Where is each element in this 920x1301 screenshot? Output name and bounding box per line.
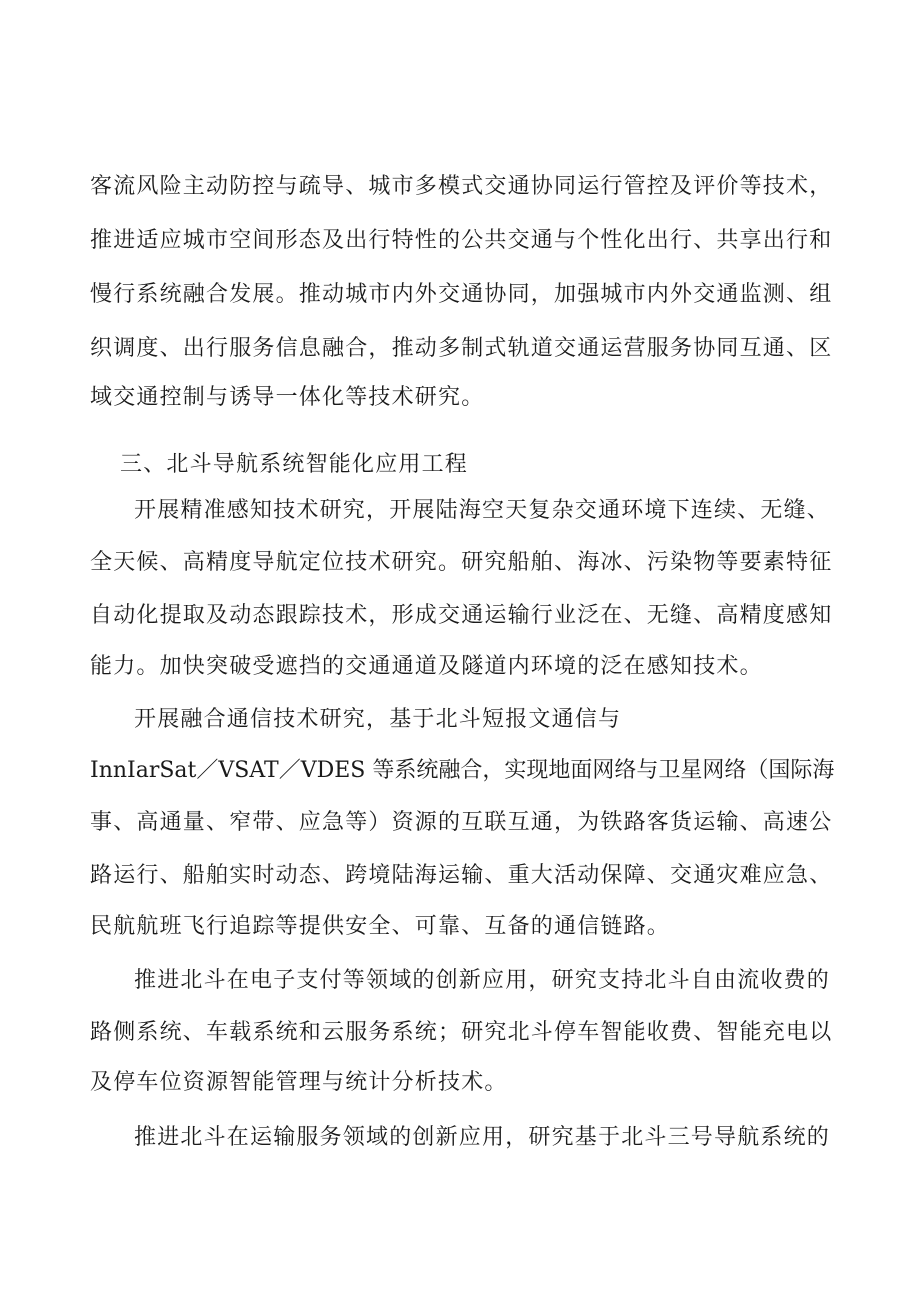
paragraph-line: 事、高通量、窄带、应急等）资源的互联互通，为铁路客货运输、高速公 — [90, 810, 833, 835]
paragraph-line: 织调度、出行服务信息融合，推动多制式轨道交通运营服务协同互通、区 — [90, 336, 833, 361]
paragraph-line: 路侧系统、车载系统和云服务系统；研究北斗停车智能收费、智能充电以 — [90, 1020, 833, 1045]
paragraph-line: 路运行、船舶实时动态、跨境陆海运输、重大活动保障、交通灾难应急、 — [90, 863, 833, 888]
paragraph-line: 自动化提取及动态跟踪技术，形成交通运输行业泛在、无缝、高精度感知 — [90, 603, 833, 628]
paragraph-line: 域交通控制与诱导一体化等技术研究。 — [90, 385, 485, 410]
paragraph-line: 全天候、高精度导航定位技术研究。研究船舶、海冰、污染物等要素特征 — [90, 550, 833, 575]
paragraph-line: 能力。加快突破受遮挡的交通通道及隧道内环境的泛在感知技术。 — [90, 654, 763, 679]
section-heading: 三、北斗导航系统智能化应用工程 — [120, 452, 469, 477]
paragraph-line: 推进适应城市空间形态及出行特性的公共交通与个性化出行、共享出行和 — [90, 228, 833, 253]
paragraph-line: 推进北斗在电子支付等领域的创新应用，研究支持北斗自由流收费的 — [134, 968, 831, 993]
paragraph-line: 慢行系统融合发展。推动城市内外交通协同，加强城市内外交通监测、组 — [90, 282, 833, 307]
paragraph-line: InnIarSat／VSAT／VDES 等系统融合，实现地面网络与卫星网络（国际海 — [90, 758, 835, 783]
paragraph-line: 民航航班飞行追踪等提供安全、可靠、互备的通信链路。 — [90, 914, 671, 939]
paragraph-line: 开展精准感知技术研究，开展陆海空天复杂交通环境下连续、无缝、 — [134, 498, 831, 523]
paragraph-line: 推进北斗在运输服务领域的创新应用，研究基于北斗三号导航系统的 — [134, 1125, 831, 1150]
paragraph-line: 客流风险主动防控与疏导、城市多模式交通协同运行管控及评价等技术， — [90, 174, 833, 199]
paragraph-line: 及停车位资源智能管理与统计分析技术。 — [90, 1070, 508, 1095]
paragraph-line: 开展融合通信技术研究，基于北斗短报文通信与 — [134, 707, 622, 732]
